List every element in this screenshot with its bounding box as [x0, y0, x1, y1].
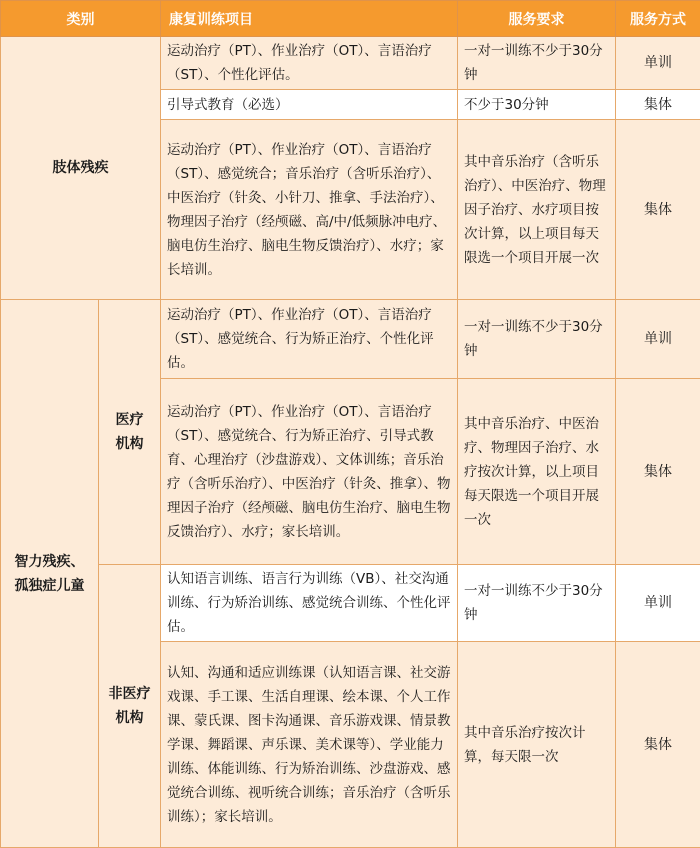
table-row [1, 565, 700, 642]
subcategory-medical [99, 300, 161, 565]
header-items: 康复训练项目 [161, 1, 458, 37]
mode-cell: 单训 [616, 300, 700, 379]
sub-line-2: 机构 [116, 710, 144, 726]
mode-cell: 集体 [616, 379, 700, 565]
items-cell: 运动治疗（PT）、作业治疗（OT）、言语治疗（ST）、个性化评估。 [161, 37, 458, 90]
category-line-2: 孤独症儿童 [15, 578, 85, 594]
mode-cell: 集体 [616, 90, 700, 120]
requirement-cell: 一对一训练不少于30分钟 [458, 565, 616, 642]
table-header-row [1, 1, 700, 37]
requirement-cell: 一对一训练不少于30分钟 [458, 300, 616, 379]
header-requirement: 服务要求 [458, 1, 616, 37]
mode-cell: 集体 [616, 120, 700, 300]
subcategory-nonmedical [99, 565, 161, 848]
category-line-1: 智力残疾、 [15, 554, 85, 570]
requirement-cell: 其中音乐治疗按次计算，每天限一次 [458, 642, 616, 848]
sub-line-1: 医疗 [116, 412, 144, 428]
items-cell: 运动治疗（PT）、作业治疗（OT）、言语治疗（ST）、感觉统合、行为矫正治疗、引导式教育、心理治疗（沙盘游戏）、文体训练；音乐治疗（含听乐治疗）、中医治疗（针灸、推拿）、物理因子治疗（经颅磁、脑电仿生治疗、脑电生物反馈治疗）、水疗；家长培训。 [161, 379, 458, 565]
table-row [1, 300, 700, 379]
table-row [1, 37, 700, 90]
sub-line-1: 非医疗 [109, 686, 151, 702]
requirement-cell: 不少于30分钟 [458, 90, 616, 120]
mode-cell: 单训 [616, 565, 700, 642]
mode-cell: 集体 [616, 642, 700, 848]
items-cell: 认知、沟通和适应训练课（认知语言课、社交游戏课、手工课、生活自理课、绘本课、个人工作课、蒙氏课、图卡沟通课、音乐游戏课、情景教学课、舞蹈课、声乐课、美术课等）、学业能力训练、体能训练、行为矫治训练、沙盘游戏、感觉统合训练、视听统合训练；音乐治疗（含听乐训练）；家长培训。 [161, 642, 458, 848]
items-cell: 引导式教育（必选） [161, 90, 458, 120]
category-limb: 肢体残疾 [1, 37, 161, 300]
requirement-cell: 一对一训练不少于30分钟 [458, 37, 616, 90]
header-category: 类别 [1, 1, 161, 37]
items-cell: 认知语言训练、语言行为训练（VB）、社交沟通训练、行为矫治训练、感觉统合训练、个性化评估。 [161, 565, 458, 642]
requirement-cell: 其中音乐治疗（含听乐治疗）、中医治疗、物理因子治疗、水疗项目按次计算，以上项目每天限选一个项目开展一次 [458, 120, 616, 300]
category-intellectual-autism [1, 300, 99, 848]
mode-cell: 单训 [616, 37, 700, 90]
items-cell: 运动治疗（PT）、作业治疗（OT）、言语治疗（ST）、感觉统合；音乐治疗（含听乐治疗）、中医治疗（针灸、小针刀、推拿、手法治疗）、物理因子治疗（经颅磁、高/中/低频脉冲电疗、脑电仿生治疗、脑电生物反馈治疗）、水疗；家长培训。 [161, 120, 458, 300]
items-cell: 运动治疗（PT）、作业治疗（OT）、言语治疗（ST）、感觉统合、行为矫正治疗、个性化评估。 [161, 300, 458, 379]
sub-line-2: 机构 [116, 436, 144, 452]
header-mode: 服务方式 [616, 1, 700, 37]
requirement-cell: 其中音乐治疗、中医治疗、物理因子治疗、水疗按次计算，以上项目每天限选一个项目开展一次 [458, 379, 616, 565]
